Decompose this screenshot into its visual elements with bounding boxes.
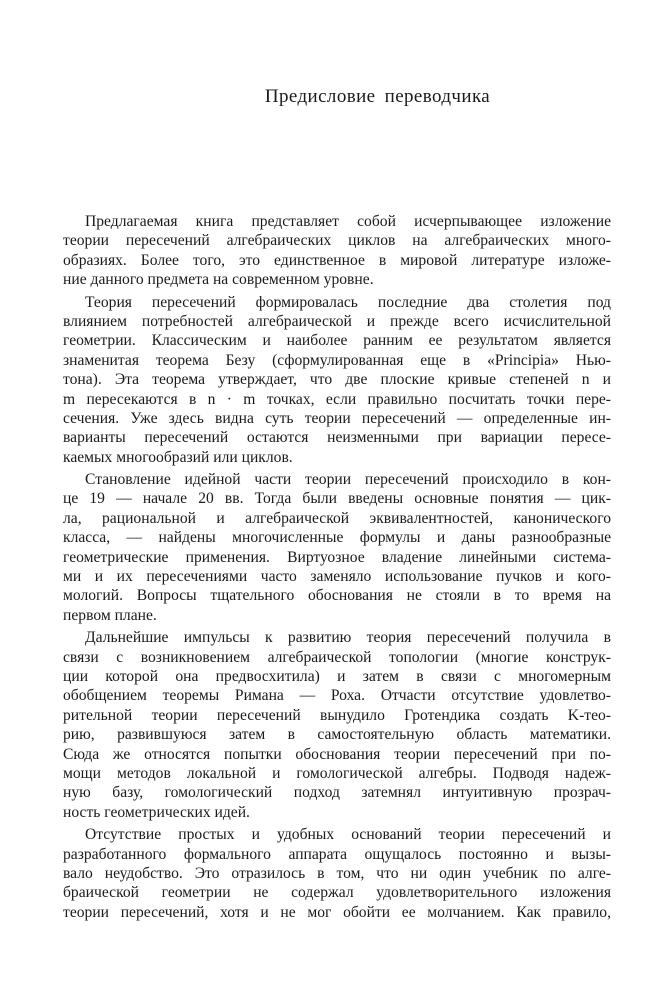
text-line: связи с возникновением алгебраической топологии (многие конструк- xyxy=(63,648,611,666)
text-line: первом плане. xyxy=(63,606,157,624)
text-line: Дальнейшие импульсы к развитию теория пересечений получила в xyxy=(85,629,611,647)
paragraph-5 xyxy=(63,825,611,922)
text-line: разработанного формального аппарата ощущалось постоянно и вызы- xyxy=(63,845,611,863)
text-line: Теория пересечений формировалась последние два столетия под xyxy=(85,293,611,311)
paragraph-3 xyxy=(63,470,611,625)
text-line: ции которой она предвосхитила) и затем в связи с многомерным xyxy=(63,667,611,685)
text-line: мощи методов локальной и гомологической алгебры. Подводя надеж- xyxy=(63,764,611,782)
paragraph-4 xyxy=(63,628,611,822)
text-line: рию, развившуюся затем в самостоятельную область математики. xyxy=(63,726,611,744)
text-line: ную базу, гомологический подход затемнял интуитивную прозрач- xyxy=(63,784,611,802)
text-line: Предлагаемая книга представляет собой исчерпывающее изложение xyxy=(85,213,611,230)
text-line: знаменитая теорема Безу (сформулированная еще в «Principia» Нью- xyxy=(63,351,611,369)
text-line: ность геометрических идей. xyxy=(63,803,250,821)
text-line: вало неудобство. Это отразилось в том, что ни один учебник по алге- xyxy=(63,864,611,882)
text-line: теории пересечений алгебраических циклов на алгебраических много- xyxy=(63,232,611,250)
page-title: Предисловие переводчика xyxy=(264,86,491,107)
body-text xyxy=(63,212,611,922)
text-line: сечения. Уже здесь видна суть теории пересечений — определенные ин- xyxy=(63,409,611,427)
text-line: геометрии. Классическим и наиболее ранним ее результатом является xyxy=(63,332,611,350)
paragraph-2 xyxy=(63,293,611,468)
text-line: браической геометрии не содержал удовлетворительного изложения xyxy=(63,884,611,902)
text-line: Сюда же относятся попытки обоснования теории пересечений при по- xyxy=(63,745,611,763)
text-line: тона). Эта теорема утверждает, что две плоские кривые степеней n и xyxy=(63,371,611,389)
text-line: Отсутствие простых и удобных оснований теории пересечений и xyxy=(85,826,611,844)
text-line: обобщением теоремы Римана — Роха. Отчасти отсутствие удовлетво- xyxy=(63,687,611,705)
text-line: рительной теории пересечений вынудило Гротендика создать K-тео- xyxy=(63,706,611,724)
text-line: це 19 — начале 20 вв. Тогда были введены основные понятия — цик- xyxy=(63,490,611,508)
text-line: ла, рациональной и алгебраической эквивалентностей, канонического xyxy=(63,509,611,527)
text-line: образиях. Более того, это единственное в мировой литературе изложе- xyxy=(63,251,611,269)
text-line: ми и их пересечениями часто заменяло использование пучков и кого- xyxy=(63,568,611,586)
text-line: варианты пересечений остаются неизменными при вариации пересе- xyxy=(63,429,611,447)
text-line: теории пересечений, хотя и не мог обойти ее молчанием. Как правило, xyxy=(63,903,611,921)
paragraph-1 xyxy=(63,212,611,290)
text-line: каемых многообразий или циклов. xyxy=(63,448,293,466)
text-line: влиянием потребностей алгебраической и прежде всего исчислительной xyxy=(63,312,611,330)
text-line: мологий. Вопросы тщательного обоснования не стояли в то время на xyxy=(63,587,611,605)
text-line: геометрические применения. Виртуозное владение линейными система- xyxy=(63,548,611,566)
text-line: Становление идейной части теории пересечений происходило в кон- xyxy=(85,471,611,489)
text-line: класса, — найдены многочисленные формулы и даны разнообразные xyxy=(63,529,611,547)
text-line: m пересекаются в n · m точках, если правильно посчитать точки пере- xyxy=(63,390,611,408)
text-line: ние данного предмета на современном уровне. xyxy=(63,271,374,289)
